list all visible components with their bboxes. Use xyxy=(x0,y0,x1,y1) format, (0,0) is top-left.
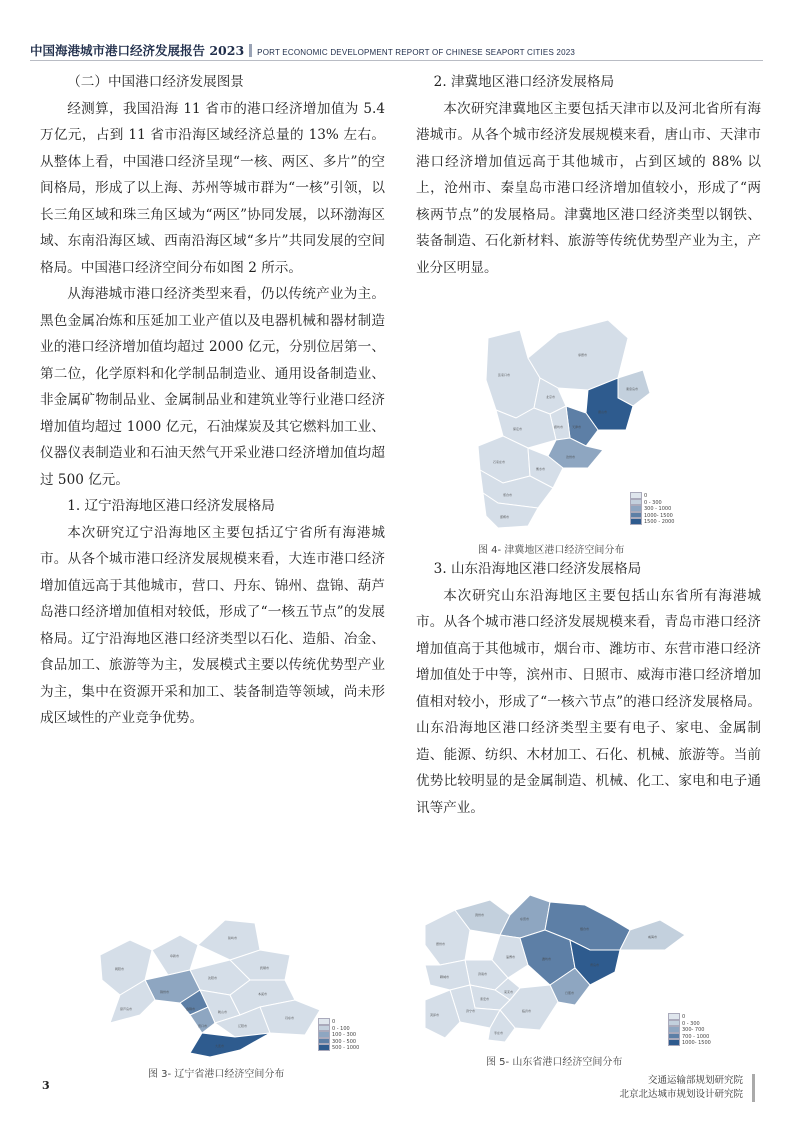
header-title-en: PORT ECONOMIC DEVELOPMENT REPORT OF CHINESE SEAPORT CITIES 2023 xyxy=(257,48,576,57)
liaoning-map-legend xyxy=(318,1018,359,1051)
map-label: 烟台市 xyxy=(580,927,590,931)
map-region-zhangjiakou xyxy=(486,330,540,418)
legend-item: 0 xyxy=(318,1018,359,1025)
map-label: 张家口市 xyxy=(498,373,511,377)
map-label: 临沂市 xyxy=(522,1009,532,1013)
map-label: 济宁市 xyxy=(466,1009,476,1013)
shandong-map-legend xyxy=(668,1013,711,1046)
map-label: 大连市 xyxy=(215,1044,225,1048)
footer-bar xyxy=(752,1074,755,1102)
map-label: 葫芦岛市 xyxy=(120,1007,133,1011)
legend-item: 0 xyxy=(630,492,674,499)
map-label: 衡水市 xyxy=(536,467,546,471)
running-header xyxy=(30,40,763,60)
footer-organizations xyxy=(619,1074,751,1102)
jinji-map-legend xyxy=(630,492,674,525)
map-label: 盘锦市 xyxy=(186,1007,196,1011)
jinji-map xyxy=(458,318,728,536)
map-label: 邯郸市 xyxy=(500,515,510,519)
map-label: 锦州市 xyxy=(160,990,170,994)
map-label: 本溪市 xyxy=(258,992,268,996)
legend-item: 100 - 300 xyxy=(318,1031,359,1038)
map-label: 青岛市 xyxy=(590,963,600,967)
map-label: 石家庄市 xyxy=(493,460,506,464)
legend-item: 0 - 100 xyxy=(318,1025,359,1032)
map-label: 廊坊市 xyxy=(554,425,564,429)
map-label: 沈阳市 xyxy=(208,976,218,980)
map-label: 铁岭市 xyxy=(228,936,238,940)
legend-item: 1000- 1500 xyxy=(630,512,674,519)
subsection-heading-shandong: 3. 山东沿海地区港口经济发展格局 xyxy=(433,561,642,577)
map-label: 阜新市 xyxy=(170,954,180,958)
right-column xyxy=(416,69,761,281)
map-label: 莱芜市 xyxy=(504,990,514,994)
paragraph-shandong: 本次研究山东沿海地区主要包括山东省所有海港城市。从各个城市港口经济发展规模来看，青岛市港口经济增加值高于其他城市，烟台市、潍坊市、东营市港口经济增加值处于中等，滨州市、日照市、威海市港口经济增加值相对较小，形成了“一核六节点”的港口经济发展格局。山东沿海地区港口经济类型主要有电子、家电、金属制造、能源、纺织、木材加工、石化、机械、旅游等。当前优势比较明显的是金属制造、机械、化工、家电和电子通讯等产业。 xyxy=(416,587,761,816)
header-rule xyxy=(30,60,763,61)
map-label: 东营市 xyxy=(520,917,530,921)
map-label: 营口市 xyxy=(198,1024,208,1028)
figure-3-caption: 图 3- 辽宁省港口经济空间分布 xyxy=(148,1069,285,1080)
figure-4-caption: 图 4- 津冀地区港口经济空间分布 xyxy=(478,545,625,556)
right-column-lower xyxy=(416,556,761,821)
map-label: 日照市 xyxy=(565,991,575,995)
map-label: 保定市 xyxy=(513,427,523,431)
map-label: 济南市 xyxy=(478,972,488,976)
map-label: 枣庄市 xyxy=(494,1031,504,1035)
map-label: 鞍山市 xyxy=(218,1010,228,1014)
map-label: 邢台市 xyxy=(503,493,513,497)
paragraph-industry-types: 从海港城市港口经济类型来看，仍以传统产业为主。黑色金属冶炼和压延加工业产值以及电器机械和器材制造业的港口经济增加值均超过 2000 亿元，分别位居第一、第二位，化学原料和化学制品制造业、通用设备制造业、非金属矿物制品业、金属制品业和建筑业等行业港口经济增加值均超过 1000 亿元，石油煤炭及其它燃料加工业、仪器仪表制造业和石油天然气开采业港口经济增加值均超过 500 亿元。 xyxy=(40,286,385,488)
map-label: 菏泽市 xyxy=(430,1013,440,1017)
map-label: 北京市 xyxy=(546,395,556,399)
legend-item: 300- 700 xyxy=(668,1026,711,1033)
map-label: 秦皇岛市 xyxy=(626,387,639,391)
section-heading: （二）中国港口经济发展图景 xyxy=(67,74,244,90)
map-label: 潍坊市 xyxy=(542,957,552,961)
legend-item: 0 - 300 xyxy=(630,499,674,506)
map-label: 唐山市 xyxy=(598,410,608,414)
map-label: 聊城市 xyxy=(440,975,450,979)
map-label: 淄博市 xyxy=(506,955,516,959)
map-label: 泰安市 xyxy=(480,997,490,1001)
legend-item: 1000- 1500 xyxy=(668,1039,711,1046)
legend-item: 300 - 1000 xyxy=(630,505,674,512)
map-label: 威海市 xyxy=(648,935,658,939)
header-separator xyxy=(249,44,252,57)
left-column xyxy=(40,69,385,732)
footer-org-1: 交通运输部规划研究院 xyxy=(647,1075,743,1086)
paragraph-overview: 经测算，我国沿海 11 省市的港口经济增加值为 5.4 万亿元，占到 11 省市沿海区域经济总量的 13% 左右。从整体上看，中国港口经济呈现“一核、两区、多片”的空间格局，形成了以上海、苏州等城市群为“一核”引领，以长三角区域和珠三角区域为“两区”协同发展，以环渤海区域、东南沿海区域、西南沿海区域“多片”共同发展的空间格局。中国港口经济空间分布如图 2 所示。 xyxy=(40,100,385,276)
page-number: 3 xyxy=(42,1079,50,1092)
map-label: 滨州市 xyxy=(475,913,485,917)
map-label: 抚顺市 xyxy=(260,966,270,970)
legend-item: 0 xyxy=(668,1013,711,1020)
subsection-heading-jinji: 2. 津冀地区港口经济发展格局 xyxy=(433,74,615,90)
header-title-cn: 中国海港城市港口经济发展报告 2023 xyxy=(30,43,245,58)
map-label: 丹东市 xyxy=(285,1016,295,1020)
map-label: 辽阳市 xyxy=(238,1024,248,1028)
footer-org-2: 北京北达城市规划设计研究院 xyxy=(619,1089,743,1100)
map-label: 德州市 xyxy=(436,942,446,946)
legend-item: 500 - 1000 xyxy=(318,1044,359,1051)
map-region-dalian xyxy=(190,1033,270,1057)
map-label: 天津市 xyxy=(572,425,582,429)
legend-item: 700 - 1000 xyxy=(668,1033,711,1040)
legend-item: 300 - 500 xyxy=(318,1038,359,1045)
legend-item: 0 - 300 xyxy=(668,1020,711,1027)
legend-item: 1500 - 2000 xyxy=(630,518,674,525)
figure-5-caption: 图 5- 山东省港口经济空间分布 xyxy=(486,1057,623,1068)
map-label: 沧州市 xyxy=(566,455,576,459)
map-label: 朝阳市 xyxy=(115,967,125,971)
subsection-heading-liaoning: 1. 辽宁沿海地区港口经济发展格局 xyxy=(67,498,275,514)
map-label: 承德市 xyxy=(578,353,588,357)
paragraph-liaoning: 本次研究辽宁沿海地区主要包括辽宁省所有海港城市。从各个城市港口经济发展规模来看，大连市港口经济增加值远高于其他城市，营口、丹东、锦州、盘锦、葫芦岛港口经济增加值相对较低，形成了“一核五节点”的发展格局。辽宁沿海地区港口经济类型以石化、造船、冶金、食品加工、旅游等为主，发展模式主要以传统优势型产业为主，集中在资源开采和加工、装备制造等领域，尚未形成区域性的产业竞争优势。 xyxy=(40,524,385,726)
paragraph-jinji: 本次研究津冀地区主要包括天津市以及河北省所有海港城市。从各个城市经济发展规模来看，唐山市、天津市港口经济增加值远高于其他城市，占到区域的 88% 以上，沧州市、秦皇岛市港口经济增加值较小，形成了“两核两节点”的发展格局。津冀地区港口经济类型以钢铁、装备制造、石化新材料、旅游等传统优势型产业为主，产业分区明显。 xyxy=(416,100,761,276)
